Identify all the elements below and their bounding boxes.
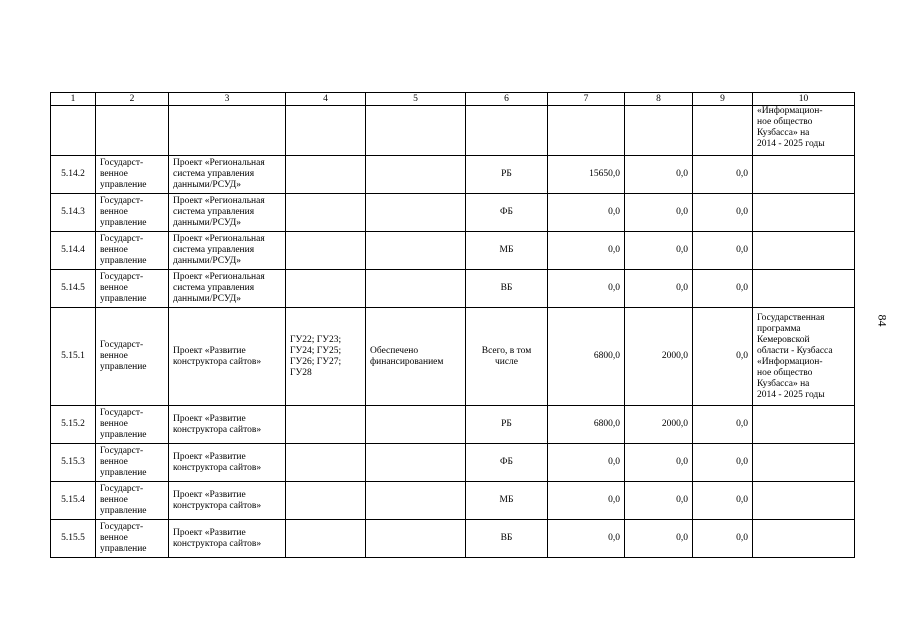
result-cell [366, 406, 466, 444]
column-number-9: 9 [693, 93, 753, 106]
row-number: 5.14.3 [51, 194, 96, 232]
value-cell-9 [693, 106, 753, 156]
indicators-cell [286, 156, 366, 194]
value-cell-9: 0,0 [693, 406, 753, 444]
program-cell [753, 156, 855, 194]
indicators-cell [286, 194, 366, 232]
table-row [51, 156, 855, 194]
value-cell-9: 0,0 [693, 194, 753, 232]
value-cell-7: 6800,0 [548, 308, 625, 406]
project-cell: Проект «Развитие конструктора сайтов» [169, 482, 286, 520]
value-cell-7: 0,0 [548, 444, 625, 482]
funding-source-cell: ФБ [466, 194, 548, 232]
row-number: 5.15.2 [51, 406, 96, 444]
column-number-5: 5 [366, 93, 466, 106]
result-cell [366, 194, 466, 232]
table-row [51, 444, 855, 482]
value-cell-9: 0,0 [693, 232, 753, 270]
value-cell-7: 6800,0 [548, 406, 625, 444]
result-cell [366, 520, 466, 558]
indicators-cell: ГУ22; ГУ23; ГУ24; ГУ25; ГУ26; ГУ27; ГУ28 [286, 308, 366, 406]
funding-source-cell: РБ [466, 156, 548, 194]
funding-source-cell: ВБ [466, 520, 548, 558]
header-row [51, 93, 855, 106]
funding-source-cell: ВБ [466, 270, 548, 308]
result-cell: Обеспечено финансированием [366, 308, 466, 406]
value-cell-7: 0,0 [548, 270, 625, 308]
program-cell [753, 520, 855, 558]
sector-cell: Государст- венное управление [96, 444, 169, 482]
project-cell: Проект «Развитие конструктора сайтов» [169, 406, 286, 444]
row-number: 5.15.1 [51, 308, 96, 406]
project-cell [169, 106, 286, 156]
program-cell [753, 232, 855, 270]
value-cell-7 [548, 106, 625, 156]
project-cell: Проект «Развитие конструктора сайтов» [169, 308, 286, 406]
value-cell-9: 0,0 [693, 270, 753, 308]
row-number: 5.14.2 [51, 156, 96, 194]
project-cell: Проект «Региональная система управления данными/РСУД» [169, 270, 286, 308]
funding-source-cell: РБ [466, 406, 548, 444]
table-row [51, 194, 855, 232]
sector-cell: Государст- венное управление [96, 406, 169, 444]
result-cell [366, 232, 466, 270]
indicators-cell [286, 520, 366, 558]
value-cell-8: 0,0 [625, 194, 693, 232]
value-cell-9: 0,0 [693, 520, 753, 558]
table-row [51, 270, 855, 308]
column-number-3: 3 [169, 93, 286, 106]
row-number: 5.15.5 [51, 520, 96, 558]
sector-cell: Государст- венное управление [96, 232, 169, 270]
value-cell-9: 0,0 [693, 444, 753, 482]
column-number-6: 6 [466, 93, 548, 106]
table-row [51, 232, 855, 270]
table-row [51, 308, 855, 406]
value-cell-8: 0,0 [625, 270, 693, 308]
funding-source-cell: ФБ [466, 444, 548, 482]
program-cell: «Информацион- ное общество Кузбасса» на 2014 - 2025 годы [753, 106, 855, 156]
project-cell: Проект «Развитие конструктора сайтов» [169, 444, 286, 482]
result-cell [366, 444, 466, 482]
funding-source-cell: МБ [466, 482, 548, 520]
value-cell-8: 0,0 [625, 232, 693, 270]
result-cell [366, 482, 466, 520]
table-row [51, 482, 855, 520]
row-number: 5.15.4 [51, 482, 96, 520]
sector-cell: Государст- венное управление [96, 520, 169, 558]
sector-cell: Государст- венное управление [96, 194, 169, 232]
result-cell [366, 106, 466, 156]
program-cell [753, 406, 855, 444]
program-cell [753, 270, 855, 308]
column-number-8: 8 [625, 93, 693, 106]
value-cell-8 [625, 106, 693, 156]
sector-cell: Государст- венное управление [96, 270, 169, 308]
indicators-cell [286, 482, 366, 520]
value-cell-8: 2000,0 [625, 406, 693, 444]
program-cell [753, 194, 855, 232]
row-number: 5.15.3 [51, 444, 96, 482]
row-number [51, 106, 96, 156]
value-cell-8: 0,0 [625, 482, 693, 520]
indicators-cell [286, 270, 366, 308]
page-number: 84 [875, 314, 890, 327]
sector-cell: Государст- венное управление [96, 308, 169, 406]
sector-cell: Государст- венное управление [96, 482, 169, 520]
program-cell [753, 444, 855, 482]
project-cell: Проект «Региональная система управления данными/РСУД» [169, 232, 286, 270]
row-number: 5.14.5 [51, 270, 96, 308]
value-cell-8: 0,0 [625, 156, 693, 194]
project-cell: Проект «Региональная система управления данными/РСУД» [169, 156, 286, 194]
funding-source-cell: МБ [466, 232, 548, 270]
program-cell: Государственная программа Кемеровской области - Кузбасса «Информацион- ное общество Кузбасса» на 2014 - 2025 годы [753, 308, 855, 406]
value-cell-8: 0,0 [625, 520, 693, 558]
result-cell [366, 156, 466, 194]
column-number-2: 2 [96, 93, 169, 106]
value-cell-7: 0,0 [548, 194, 625, 232]
indicators-cell [286, 444, 366, 482]
row-number: 5.14.4 [51, 232, 96, 270]
value-cell-9: 0,0 [693, 156, 753, 194]
column-number-7: 7 [548, 93, 625, 106]
indicators-cell [286, 232, 366, 270]
funding-source-cell [466, 106, 548, 156]
value-cell-7: 0,0 [548, 520, 625, 558]
funding-source-cell: Всего, в том числе [466, 308, 548, 406]
project-cell: Проект «Региональная система управления данными/РСУД» [169, 194, 286, 232]
program-cell [753, 482, 855, 520]
value-cell-7: 0,0 [548, 482, 625, 520]
value-cell-8: 2000,0 [625, 308, 693, 406]
value-cell-9: 0,0 [693, 308, 753, 406]
sector-cell [96, 106, 169, 156]
column-number-4: 4 [286, 93, 366, 106]
value-cell-9: 0,0 [693, 482, 753, 520]
indicators-cell [286, 406, 366, 444]
value-cell-7: 0,0 [548, 232, 625, 270]
table-row [51, 520, 855, 558]
column-number-10: 10 [753, 93, 855, 106]
value-cell-8: 0,0 [625, 444, 693, 482]
value-cell-7: 15650,0 [548, 156, 625, 194]
sector-cell: Государст- венное управление [96, 156, 169, 194]
column-number-1: 1 [51, 93, 96, 106]
budget-table [50, 92, 855, 558]
table-row [51, 406, 855, 444]
result-cell [366, 270, 466, 308]
table-row [51, 106, 855, 156]
indicators-cell [286, 106, 366, 156]
project-cell: Проект «Развитие конструктора сайтов» [169, 520, 286, 558]
